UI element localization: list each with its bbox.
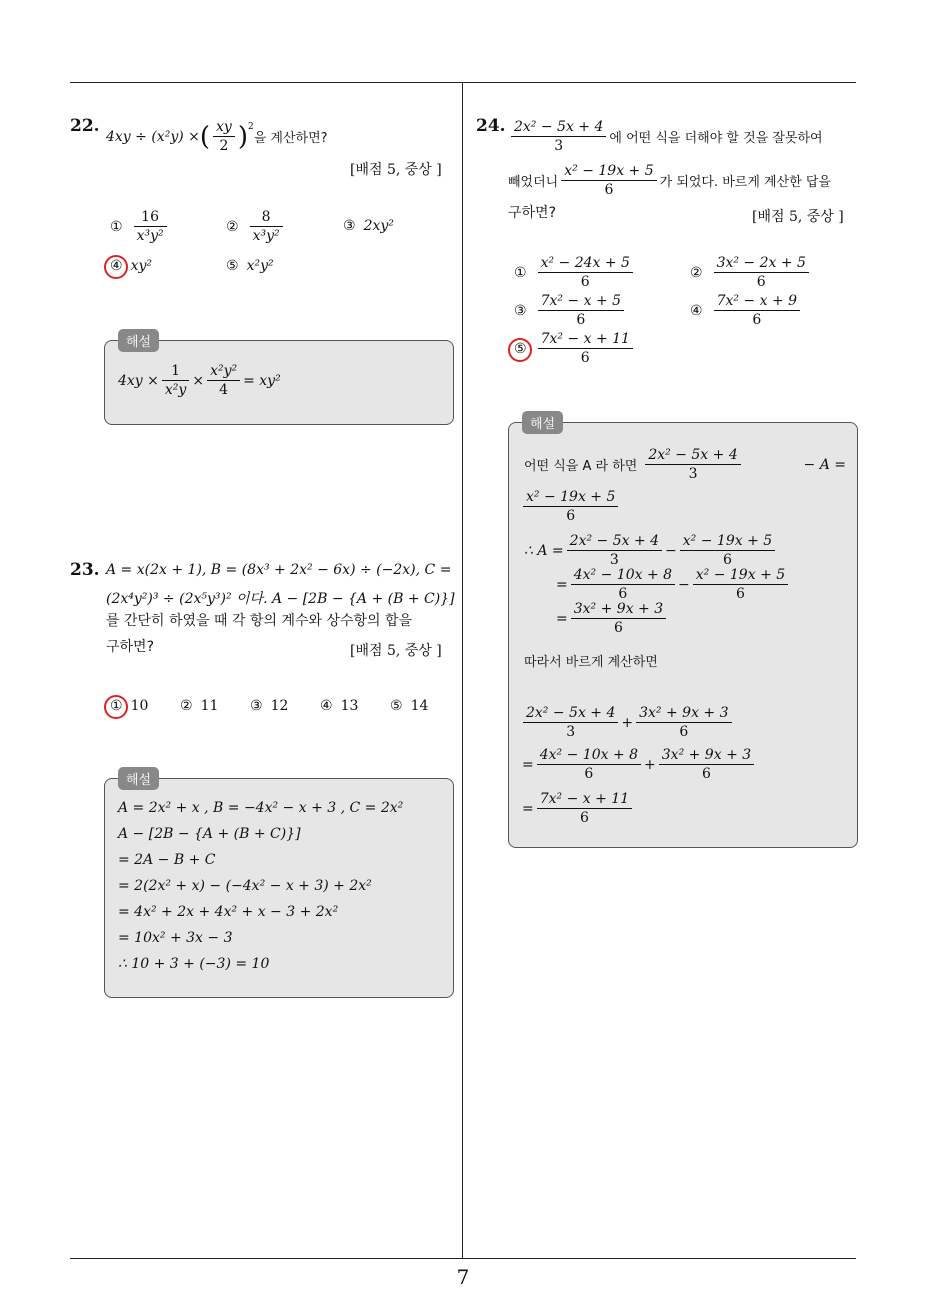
q24-option-4-frac — [714, 292, 800, 329]
q24-sol-frac-c5 — [537, 790, 632, 827]
q24-sol-frac-c5-num: 7x² − x + 11 — [537, 790, 632, 809]
q24-option-4[interactable] — [690, 292, 803, 329]
q24-sol-frac-c1-num: 2x² − 5x + 4 — [523, 704, 618, 723]
q23-sol-line-5: = 4x² + 2x + 4x² + x − 3 + 2x² — [118, 904, 339, 920]
q22-option-5-num: ⑤ — [226, 258, 239, 274]
q24-sol-row-4 — [556, 566, 791, 603]
q24-sol-frac-c4-den: 6 — [702, 766, 711, 782]
q22-paren-close: ) — [237, 121, 248, 152]
q24-line-2 — [508, 162, 831, 199]
q22-sol-frac2 — [207, 362, 240, 399]
q23-option-2[interactable] — [180, 698, 218, 714]
q24-sol-row-5 — [556, 600, 669, 637]
q24-sol-frac-c2-den: 6 — [679, 724, 689, 740]
q24-sol-op-3: + — [621, 714, 634, 731]
q22-frac-den: 2 — [219, 138, 229, 154]
q23-option-1-num: ① — [110, 698, 123, 714]
q23-option-5-text: 14 — [410, 698, 429, 714]
q24-option-1-frac — [538, 254, 633, 291]
q23-option-4-num: ④ — [320, 698, 333, 714]
q24-option-1-frac-den: 6 — [580, 274, 590, 290]
q24-sol-therefore: ∴ A = — [524, 542, 564, 559]
column-divider — [462, 82, 463, 1258]
q23-option-3-num: ③ — [250, 698, 263, 714]
q24-option-2[interactable] — [690, 254, 812, 291]
q24-option-2-frac — [714, 254, 809, 291]
q23-option-5[interactable] — [390, 698, 428, 714]
q24-sol-eq-3: = — [522, 756, 534, 773]
q24-frac-2 — [561, 162, 656, 199]
q24-sol-row-1 — [524, 446, 846, 483]
q24-sol-intro: 어떤 식을 A 라 하면 — [524, 459, 638, 474]
q24-sol-frac-s2-den: 6 — [723, 552, 732, 568]
q24-frac-1 — [511, 118, 606, 155]
q24-sol-frac-1-den: 3 — [688, 466, 698, 482]
q24-sol-frac-c3-num: 4x² − 10x + 8 — [537, 746, 641, 765]
q22-sol-right: = xy² — [243, 372, 281, 389]
q23-answer-circle — [104, 695, 128, 719]
q24-sol-frac-1 — [645, 446, 740, 483]
q22-sol-frac2-num: x²y² — [207, 362, 240, 381]
q24-option-1-num: ① — [514, 264, 527, 281]
q24-sol-frac-c4-num: 3x² + 9x + 3 — [659, 746, 754, 765]
q23-line-3: 를 간단히 하였을 때 각 항의 계수와 상수항의 합을 — [106, 613, 413, 629]
q24-sol-frac-s3-num: 4x² − 10x + 8 — [571, 566, 675, 585]
q24-sol-frac-c1-den: 3 — [566, 724, 576, 740]
q24-sol-op-4: + — [644, 756, 656, 773]
q24-sol-frac-s5 — [571, 600, 666, 637]
q24-sol-frac-s1-den: 3 — [609, 552, 619, 568]
q24-sol-frac-s2 — [680, 532, 775, 569]
q22-option-1-frac-den: x³y² — [136, 228, 164, 244]
q22-prompt-text: 을 계산하면? — [253, 131, 328, 146]
q24-sol-frac-s4-num: x² − 19x + 5 — [693, 566, 788, 585]
q24-text-1: 에 어떤 식을 더해야 할 것을 잘못하여 — [609, 131, 823, 146]
q22-option-1-num: ① — [110, 218, 123, 235]
q24-frac-2-den: 6 — [604, 182, 614, 198]
q22-paren-open: ( — [199, 121, 211, 152]
q24-sol-frac-c5-den: 6 — [579, 810, 589, 826]
q24-sol-row-7 — [522, 746, 757, 783]
q24-option-2-num: ② — [690, 264, 703, 281]
q24-sol-frac-c2-num: 3x² + 9x + 3 — [636, 704, 731, 723]
q24-option-1-frac-num: x² − 24x + 5 — [538, 254, 633, 273]
page-number: 7 — [456, 1265, 470, 1289]
q22-expr-left: 4xy ÷ (x²y) × — [106, 128, 200, 145]
bottom-rule — [70, 1258, 856, 1259]
q22-fraction — [213, 118, 235, 155]
q22-sol-left: 4xy × — [118, 372, 159, 389]
q23-option-5-num: ⑤ — [390, 698, 403, 714]
q22-option-3-text: 2xy² — [363, 218, 394, 234]
top-rule — [70, 82, 856, 83]
q22-option-2[interactable] — [226, 208, 286, 245]
q22-solution-label: 해설 — [118, 329, 159, 352]
q24-sol-frac-s1 — [567, 532, 662, 569]
q22-option-2-frac — [250, 208, 283, 245]
q22-sol-mid: × — [192, 372, 205, 389]
q24-sol-eq-1: = — [556, 576, 568, 593]
q22-solution-expr — [118, 362, 281, 399]
q24-score: [배점 5, 중상 ] — [752, 209, 844, 225]
q23-option-2-text: 11 — [200, 698, 219, 714]
q24-sol-frac-c4 — [659, 746, 754, 783]
q24-sol-row-3 — [524, 532, 778, 569]
q24-option-3-num: ③ — [514, 302, 527, 319]
q24-sol-frac-s1-num: 2x² − 5x + 4 — [567, 532, 662, 551]
q24-option-5-frac-den: 6 — [580, 350, 590, 366]
q23-sol-line-2: A − [2B − {A + (B + C)}] — [118, 826, 301, 842]
q24-sol-frac-s4-den: 6 — [736, 586, 745, 602]
q22-sol-frac1-den: x²y — [164, 382, 187, 398]
q24-sol-minus-a: − A = — [803, 456, 846, 473]
q24-answer-circle — [508, 338, 532, 362]
q22-sol-frac1-num: 1 — [162, 362, 189, 381]
q24-option-5[interactable] — [514, 330, 636, 367]
q23-option-3[interactable] — [250, 698, 288, 714]
q22-option-5[interactable] — [226, 258, 274, 274]
q22-option-5-text: x²y² — [246, 258, 274, 274]
q23-line-4: 구하면? — [106, 639, 155, 655]
q22-prompt — [106, 118, 328, 155]
q24-option-4-frac-den: 6 — [752, 312, 762, 328]
q24-number: 24. — [476, 116, 506, 136]
q22-option-2-frac-num: 8 — [250, 208, 283, 227]
q24-option-5-frac — [538, 330, 633, 367]
q24-option-4-frac-num: 7x² − x + 9 — [714, 292, 800, 311]
q22-option-1-frac-num: 16 — [134, 208, 167, 227]
q24-sol-frac-c3 — [537, 746, 641, 783]
q22-option-4-text: xy² — [130, 258, 152, 274]
q22-option-2-num: ② — [226, 218, 239, 235]
q23-line-2: (2x⁴y²)³ ÷ (2x⁵y³)² 이다. A − [2B − {A + (B + C)}] — [106, 591, 455, 607]
q23-line-1: A = x(2x + 1), B = (8x³ + 2x² − 6x) ÷ (−2x), C = — [106, 562, 452, 578]
q23-sol-line-4: = 2(2x² + x) − (−4x² − x + 3) + 2x² — [118, 878, 372, 894]
q24-sol-row-2 — [520, 488, 621, 525]
q23-score: [배점 5, 중상 ] — [350, 643, 442, 659]
q22-power: 2 — [248, 121, 254, 132]
q24-sol-eq-4: = — [522, 800, 534, 817]
q24-line-3: 구하면? — [508, 205, 557, 221]
q24-sol-frac-2-den: 6 — [566, 508, 576, 524]
q24-sol-eq-2: = — [556, 610, 568, 627]
q22-sol-frac2-den: 4 — [219, 382, 229, 398]
q23-option-4[interactable] — [320, 698, 358, 714]
q24-frac-2-num: x² − 19x + 5 — [561, 162, 656, 181]
q22-number: 22. — [70, 116, 100, 136]
q24-line-1 — [508, 118, 823, 155]
q22-sol-frac1 — [162, 362, 189, 399]
q22-option-2-frac-den: x³y² — [252, 228, 280, 244]
q22-answer-circle — [104, 255, 128, 279]
q22-option-3[interactable] — [343, 218, 394, 234]
q24-sol-op-2: − — [678, 576, 690, 593]
q24-sol-text-2: 따라서 바르게 계산하면 — [524, 655, 658, 670]
q22-option-3-num: ③ — [343, 218, 356, 234]
q22-option-1[interactable] — [110, 208, 170, 245]
q24-sol-frac-s3 — [571, 566, 675, 603]
q24-frac-1-num: 2x² − 5x + 4 — [511, 118, 606, 137]
q23-number: 23. — [70, 560, 100, 580]
q23-option-3-text: 12 — [270, 698, 289, 714]
q24-sol-row-8 — [522, 790, 635, 827]
q24-option-3-frac — [538, 292, 624, 329]
q24-sol-row-6 — [520, 704, 735, 741]
q24-option-5-frac-num: 7x² − x + 11 — [538, 330, 633, 349]
q24-sol-frac-c1 — [523, 704, 618, 741]
q22-option-4-num: ④ — [110, 258, 123, 274]
q24-sol-frac-s3-den: 6 — [618, 586, 628, 602]
q24-sol-frac-c2 — [636, 704, 731, 741]
q24-sol-frac-s4 — [693, 566, 788, 603]
q24-sol-frac-s5-num: 3x² + 9x + 3 — [571, 600, 666, 619]
q23-option-4-text: 13 — [340, 698, 359, 714]
q24-solution-label: 해설 — [522, 411, 563, 434]
q22-score: [배점 5, 중상 ] — [350, 162, 442, 178]
q24-frac-1-den: 3 — [554, 138, 564, 154]
q24-text-2b: 가 되었다. 바르게 계산한 답을 — [659, 175, 831, 190]
q24-option-2-frac-den: 6 — [756, 274, 766, 290]
q23-sol-line-1: A = 2x² + x , B = −4x² − x + 3 , C = 2x² — [118, 800, 404, 816]
q24-option-4-num: ④ — [690, 302, 703, 319]
q24-option-5-num: ⑤ — [514, 340, 527, 357]
q23-sol-line-6: = 10x² + 3x − 3 — [118, 930, 233, 946]
q23-option-1-text: 10 — [130, 698, 149, 714]
q24-option-3-frac-den: 6 — [576, 312, 586, 328]
q24-sol-frac-2 — [523, 488, 618, 525]
q23-sol-line-7: ∴ 10 + 3 + (−3) = 10 — [118, 956, 270, 972]
q22-option-1-frac — [134, 208, 167, 245]
q24-sol-frac-1-num: 2x² − 5x + 4 — [645, 446, 740, 465]
q24-option-1[interactable] — [514, 254, 636, 291]
q24-sol-frac-c3-den: 6 — [584, 766, 594, 782]
q24-option-2-frac-num: 3x² − 2x + 5 — [714, 254, 809, 273]
q24-option-3[interactable] — [514, 292, 627, 329]
q24-text-2a: 빼었더니 — [508, 175, 559, 190]
q23-option-2-num: ② — [180, 698, 193, 714]
q22-frac-num: xy — [213, 118, 235, 137]
q23-solution-label: 해설 — [118, 767, 159, 790]
q24-option-3-frac-num: 7x² − x + 5 — [538, 292, 624, 311]
q23-sol-line-3: = 2A − B + C — [118, 852, 216, 868]
q24-sol-op-1: − — [665, 542, 677, 559]
q24-sol-frac-s2-num: x² − 19x + 5 — [680, 532, 775, 551]
q24-sol-frac-2-num: x² − 19x + 5 — [523, 488, 618, 507]
q24-sol-frac-s5-den: 6 — [613, 620, 623, 636]
